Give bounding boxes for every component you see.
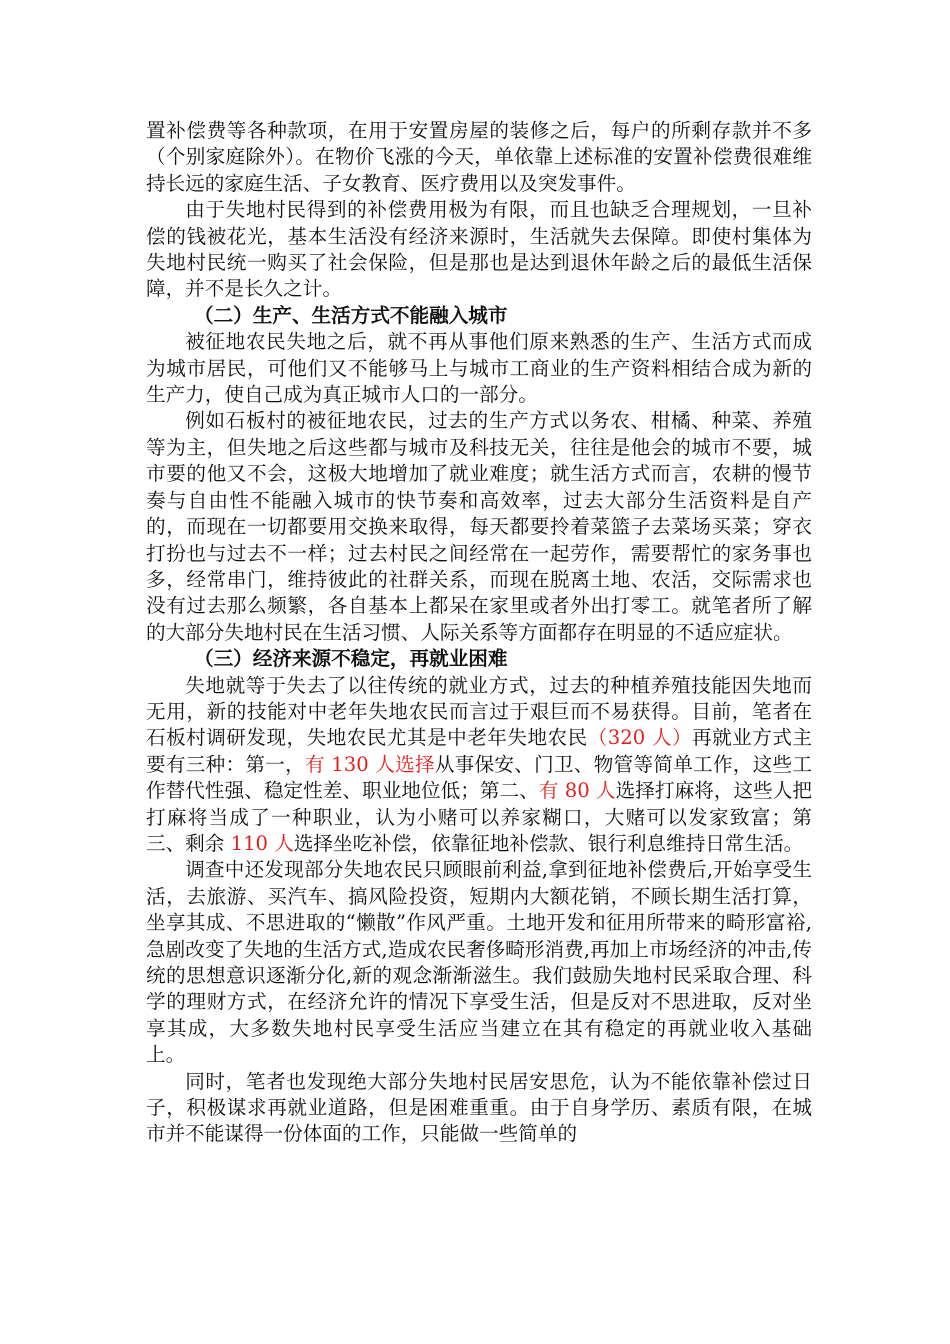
paragraph-shiban-example: 例如石板村的被征地农民，过去的生产方式以务农、柑橘、种菜、养殖等为主，但失地之后这些都与城市及科技无关，往往是他会的城市不要，城市要的他又不会，这极大地增加了就业难度；就生活方式而言，农耕的慢节奏与自由性不能融入城市的快节奏和高效率，过去大部分生活资料是自产的，而现在一切都要用交换来取得，每天都要拎着菜篮子去菜场买菜；穿衣打扮也与过去不一样；过去村民之间经常在一起劳作，需要帮忙的家务事也多，经常串门，维持彼此的社群关系，而现在脱离土地、农活，交际需求也没有过去那么频繁，各自基本上都呆在家里或者外出打零工。就笔者所了解的大部分失地村民在生活习惯、人际关系等方面都存在明显的不适应症状。 <box>146 409 812 644</box>
paragraph-continuation: 置补偿费等各种款项，在用于安置房屋的装修之后，每户的所剩存款并不多（个别家庭除外）。在物价飞涨的今天，单依靠上述标准的安置补偿费很难维持长远的家庭生活、子女教育、医疗费用以及突发事件。 <box>146 119 812 195</box>
paragraph-lifestyle-intro: 被征地农民失地之后，就不再从事他们原来熟悉的生产、生活方式而成为城市居民，可他们又不能够马上与城市工商业的生产资料相结合成为新的生产力，使自己成为真正城市人口的一部分。 <box>146 330 812 407</box>
text-segment: 再就业方式主要有三种：第一， <box>146 726 813 776</box>
section-heading-3: （三）经济来源不稳定，再就业困难 <box>194 647 508 671</box>
paragraph-reemployment <box>146 673 812 858</box>
text-segment: 选择打麻将，这些人把打麻将当成了一种职业，认为小赌可以养家糊口，大赌可以发家致富；第三、剩余 <box>146 779 813 855</box>
text-segment: 选择坐吃补偿，依靠征地补偿款、银行利息维持日常生活。 <box>293 831 804 855</box>
highlight-count-security: 有 130 人选择 <box>304 752 435 776</box>
section-heading-2: （二）生产、生活方式不能融入城市 <box>194 303 508 327</box>
text-segment: 从事保安、门卫、物管等简单工作，这些工作替代性强、稳定性差、职业地位低；第二、 <box>146 752 813 803</box>
highlight-count-total: （320 人） <box>587 726 693 750</box>
paragraph-compensation-limited: 由于失地村民得到的补偿费用极为有限，而且也缺乏合理规划，一旦补偿的钱被花光，基本生活没有经济来源时，生活就失去保障。即使村集体为失地村民统一购买了社会保险，但是那也是达到退休年龄之后的最低生活保障，并不是长久之计。 <box>146 198 812 301</box>
highlight-count-compensation: 110 人 <box>224 831 294 855</box>
paragraph-reemployment-difficulty: 同时，笔者也发现绝大部分失地村民居安思危，认为不能依靠补偿过日子，积极谋求再就业道路，但是困难重重。由于自身学历、素质有限，在城市并不能谋得一份体面的工作，只能做一些简单的 <box>146 1069 812 1146</box>
highlight-count-mahjong: 有 80 人 <box>538 779 616 803</box>
document-page <box>146 118 812 1148</box>
text-segment: 失地就等于失去了以往传统的就业方式，过去的种植养殖技能因失地而无用，新的技能对中老年失地农民而言过于艰巨而不易获得。目前，笔者在石板村调研发现，失地农民尤其是中老年失地农民 <box>146 673 812 750</box>
paragraph-consumption: 调查中还发现部分失地农民只顾眼前利益,拿到征地补偿费后,开始享受生活，去旅游、买汽车、搞风险投资，短期内大额花销，不顾长期生活打算，坐享其成、不思进取的“懒散”作风严重。土地开发和征用所带来的畸形富裕,急剧改变了失地的生活方式,造成农民奢侈畸形消费,再加上市场经济的冲击,传统的思想意识逐渐分化,新的观念渐渐滋生。我们鼓励失地村民采取合理、科学的理财方式，在经济允许的情况下享受生活，但是反对不思进取，反对坐享其成，大多数失地村民享受生活应当建立在其有稳定的再就业收入基础上。 <box>146 858 812 1067</box>
